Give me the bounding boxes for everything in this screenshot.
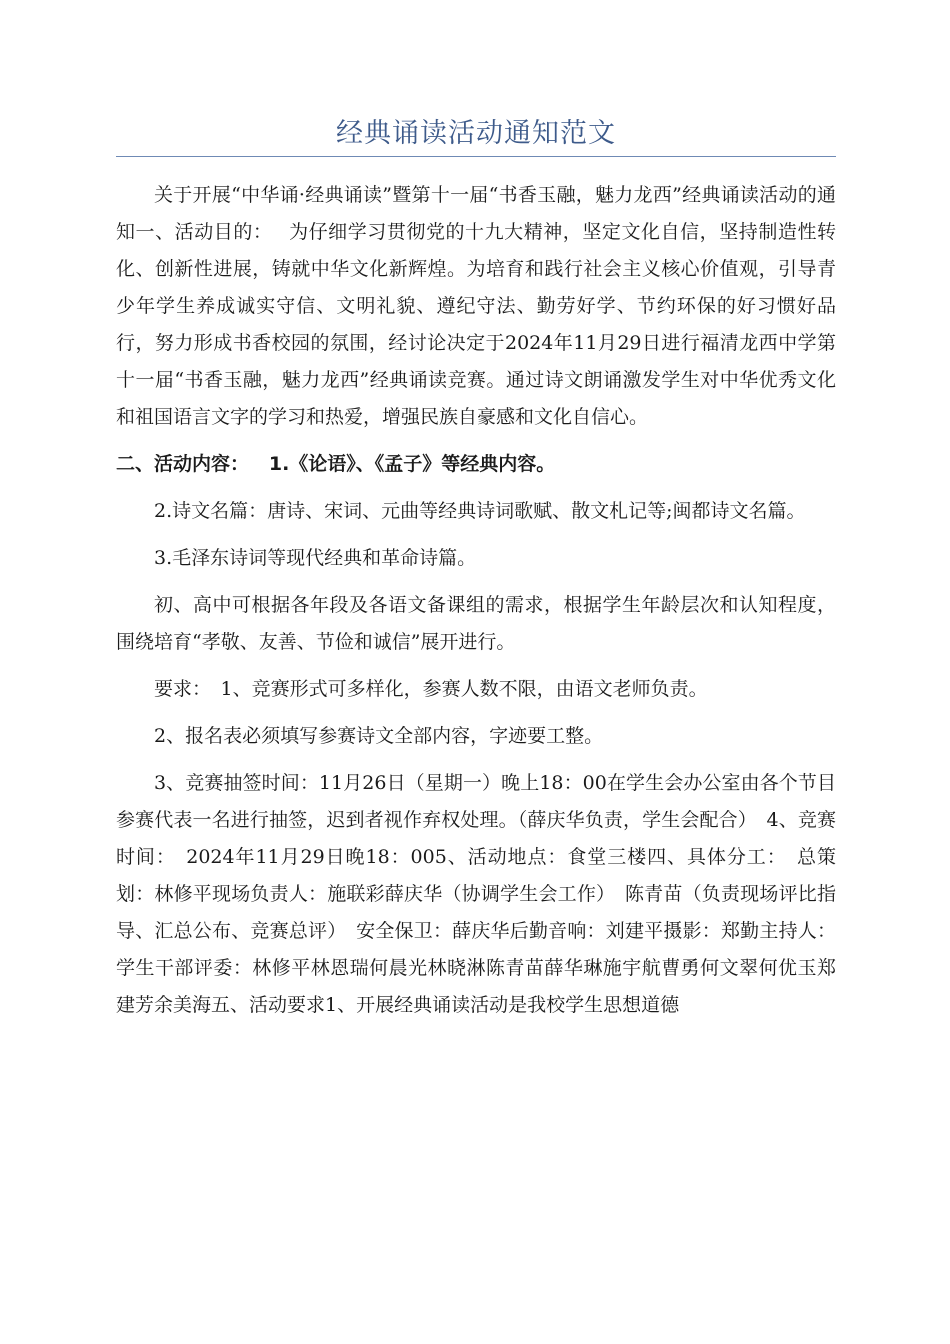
- paragraph-purpose: 关于开展“中华诵·经典诵读”暨第十一届“书香玉融，魅力龙西”经典诵读活动的通知一、活动目的： 为仔细学习贯彻党的十九大精神，坚定文化自信，坚持制造性转化、创新性进展，铸就中华文化新辉煌。为培育和践行社会主义核心价值观，引导青少年学生养成诚实守信、文明礼貌、遵纪守法、勤劳好学、节约环保的好习惯好品行，努力形成书香校园的氛围，经讨论决定于2024年11月29日进行福清龙西中学第十一届“书香玉融，魅力龙西”经典诵读竞赛。通过诗文朗诵激发学生对中华优秀文化和祖国语言文字的学习和热爱，增强民族自豪感和文化自信心。: [116, 184, 836, 428]
- paragraph-item-3: 3.毛泽东诗词等现代经典和革命诗篇。: [154, 547, 477, 569]
- document-title: 经典诵读活动通知范文: [336, 118, 616, 149]
- document-page: [116, 0, 836, 1024]
- paragraph-grade-guidance: 初、高中可根据各年段及各语文备课组的需求，根据学生年龄层次和认知程度，围绕培育“孝敬、友善、节俭和诚信”展开进行。: [116, 594, 836, 653]
- paragraph-schedule-and-roles: 3、竞赛抽签时间：11月26日（星期一）晚上18：00在学生会办公室由各个节目参赛代表一名进行抽签，迟到者视作弃权处理。（薛庆华负责，学生会配合） 4、竞赛时间： 2024年11月29日晚18：005、活动地点：食堂三楼四、具体分工： 总策划：林修平现场负责人：施联彩薛庆华（协调学生会工作） 陈青苗（负责现场评比指导、汇总公布、竞赛总评） 安全保卫：薛庆华后勤音响：刘建平摄影：郑勤主持人：学生干部评委：林修平林恩瑞何晨光林晓淋陈青苗薛华琳施宇航曹勇何文翠何优玉郑建芳余美海五、活动要求1、开展经典诵读活动是我校学生思想道德: [116, 772, 836, 1016]
- paragraph-requirements: 要求： 1、竞赛形式可多样化，参赛人数不限，由语文老师负责。: [154, 678, 708, 700]
- paragraph-item-2: 2.诗文名篇：唐诗、宋词、元曲等经典诗词歌赋、散文札记等;闽都诗文名篇。: [154, 500, 806, 522]
- heading-activity-content: 二、活动内容： 1.《论语》、《孟子》等经典内容。: [116, 453, 556, 475]
- paragraph-registration: 2、报名表必须填写参赛诗文全部内容，字迹要工整。: [154, 725, 604, 747]
